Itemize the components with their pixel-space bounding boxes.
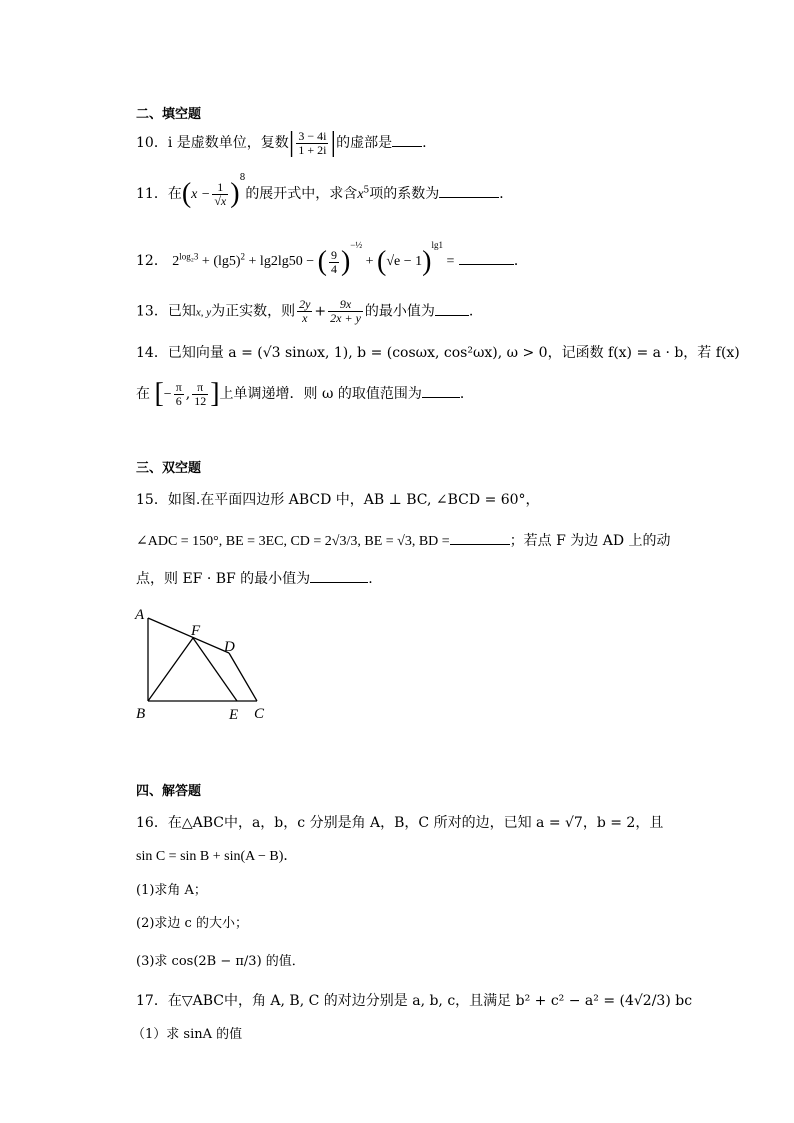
question-14-line-2: 在 [− $\frac{\pi}{6}$ , $\frac{\pi}{12}$ ]上单调递增．则 ω 的取值范围为 ． [136, 378, 474, 409]
segment-AD [148, 618, 229, 653]
question-number: 14． [136, 345, 168, 361]
answer-blank [392, 134, 422, 147]
question-16-line-2: sin C = sin B + sin(A − B)． [136, 849, 298, 864]
label-B: B [136, 706, 146, 722]
question-15-line-2: ∠ADC = 150°, BE = 3EC, CD = 2√3/3, BE = √3, BD = ；若点 F 为边 AD 上的动 [136, 533, 671, 549]
question-number: 15． [136, 492, 168, 508]
question-13: 13．已知x, y为正实数，则 $\frac{2y}{x}$ + $\frac{9x}{2x + y}$ 的最小值为 . [136, 297, 474, 325]
question-16-part-3: (3)求 cos(2B − π/3) 的值． [136, 954, 305, 969]
question-17-part-1: （1）求 sinA 的值 [132, 1027, 243, 1042]
question-11: 11．在(x − $\frac{1}{√x}$ )$^8$的展开式中，求含$x^5$项的系数为 ． [136, 173, 514, 209]
question-16-part-1: (1)求角 A； [136, 883, 207, 898]
fraction: $\frac{3 - 4i}{1 + 2i}$ [298, 128, 327, 157]
section-dual-blank-heading: 三、双空题 [136, 461, 202, 476]
question-15-line-3: 点，则 EF · BF 的最小值为 . [136, 571, 373, 587]
question-text: 已知向量 a = (√3 sinωx, 1), b = (cosωx, cos²ωx), ω > 0，记函数 f(x) = a · b，若 f(x) [167, 345, 740, 361]
question-number: 12． [136, 253, 168, 270]
question-17-line-1: 17．在▽ABC中，角 A, B, C 的对边分别是 a, b, c，且满足 b² + c² − a² = (4√2/3) bc [136, 993, 693, 1009]
segment-BF [148, 638, 193, 701]
segment-DC [229, 653, 257, 701]
answer-blank [435, 303, 469, 316]
section-fill-in-heading: 二、填空题 [136, 107, 202, 122]
answer-blank [439, 185, 499, 198]
answer-blank [450, 532, 510, 545]
question-number: 10． [136, 135, 168, 151]
question-number: 17． [136, 993, 168, 1009]
question-15-line-1: 15．如图.在平面四边形 ABCD 中，AB ⊥ BC, ∠BCD = 60°， [136, 492, 540, 508]
label-E: E [229, 707, 239, 723]
answer-blank [310, 570, 368, 583]
fraction: $\frac{1}{√x}$ [214, 179, 227, 208]
answer-blank [422, 385, 460, 398]
expression: $2^{log_23} + (\lg 5)^2 + \lg 2\lg 50$ − ( $\frac{9}{4}$ )$^{-\frac{1}{2}} + (√e - 1)^{lg1}$ = [172, 239, 455, 277]
quadrilateral-figure [128, 600, 278, 725]
question-number: 16． [136, 815, 168, 831]
section-answer-heading: 四、解答题 [136, 784, 202, 799]
question-16-line-1: 16．在△ABC中，a，b，c 分别是角 A，B，C 所对的边，已知 a = √7，b = 2，且 [136, 815, 664, 831]
question-10: 10．i 是虚数单位，复数| $\frac{3 - 4i}{1 + 2i}$ |的虚部是 . [136, 127, 427, 158]
answer-blank [459, 252, 514, 265]
question-16-part-2: (2)求边 c 的大小； [136, 916, 248, 931]
question-12: 12． $2^{log_23} + (\lg 5)^2 + \lg 2\lg 50$ − ( $\frac{9}{4}$ )$^{-\frac{1}{2}} + (√e - 1)^{lg1}$ = ． [136, 239, 528, 277]
question-text: i 是虚数单位，复数 [167, 135, 289, 151]
label-F: F [191, 623, 201, 639]
label-C: C [254, 706, 265, 722]
question-number: 11． [136, 186, 168, 202]
label-D: D [224, 639, 235, 655]
question-number: 13． [136, 303, 168, 320]
label-A: A [135, 607, 145, 623]
question-14-line-1 [136, 342, 740, 362]
